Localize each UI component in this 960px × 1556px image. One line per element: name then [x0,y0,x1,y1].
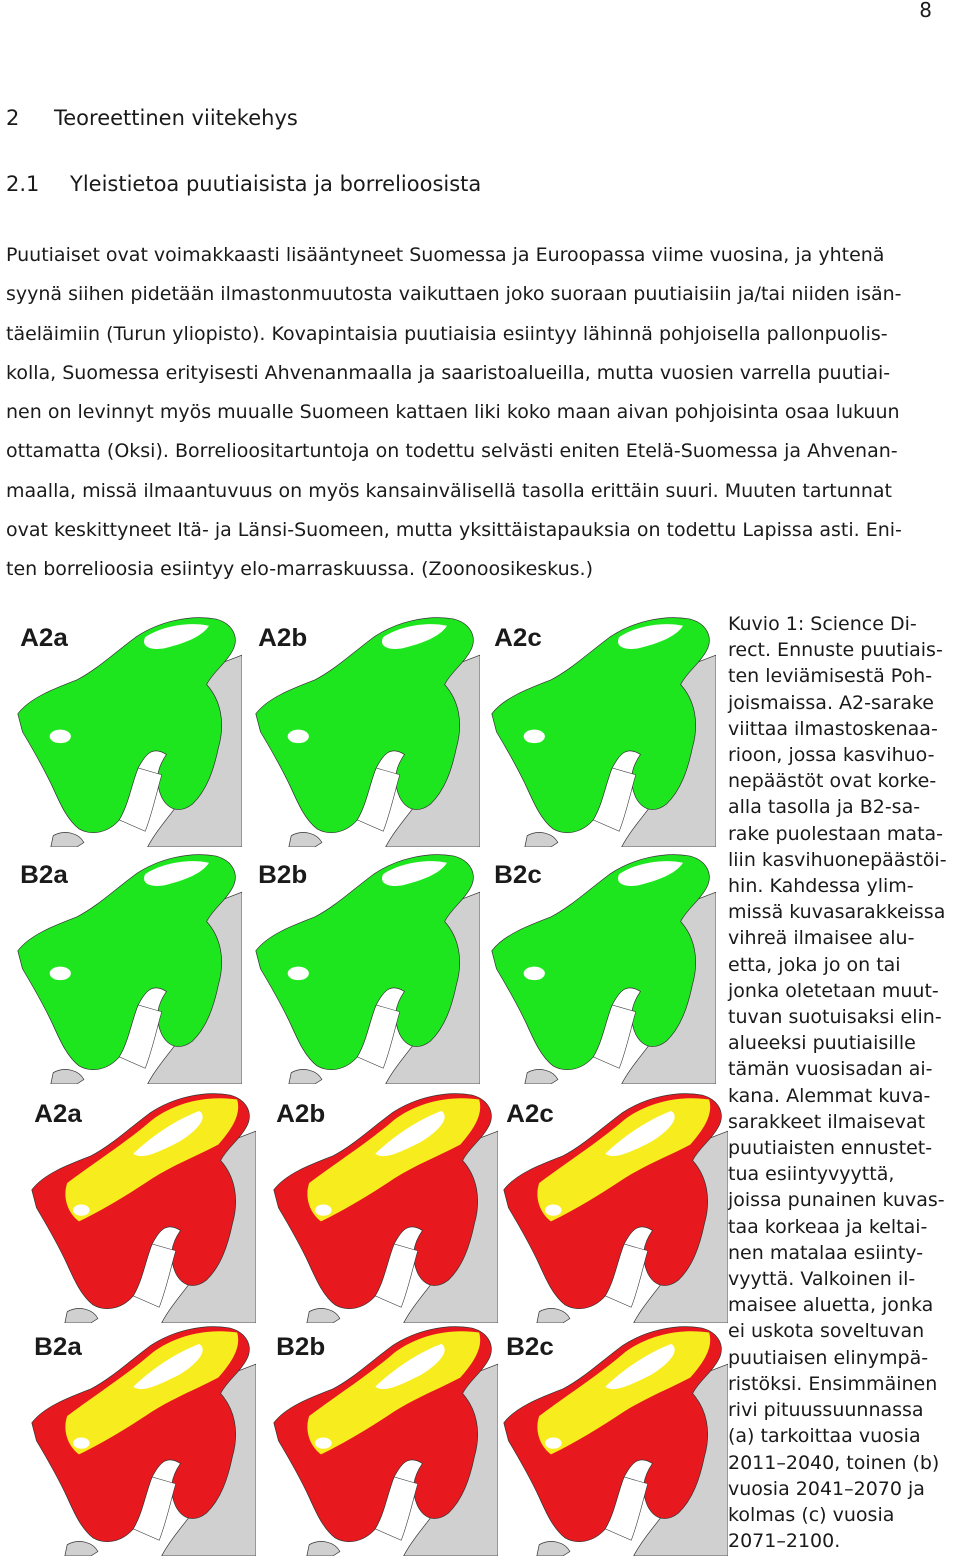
unsuitable-area [73,1438,90,1449]
caption-line: nepäästöt ovat korke- [728,770,937,793]
heading-section-title: Yleistietoa puutiaisista ja borrelioosista [70,172,482,196]
caption-line: ei uskota soveltuvan [728,1320,925,1343]
unsuitable-area [315,1205,332,1216]
unsuitable-area [315,1438,332,1449]
unsuitable-area [73,1205,90,1216]
unsuitable-area [288,967,309,981]
denmark-land [307,1541,340,1556]
paragraph-line: ovat keskittyneet Itä- ja Länsi-Suomeen, mutta yksittäistapauksia on todettu Lapissa asti. Eni- [6,519,902,542]
heading-chapter-number: 2 [6,106,20,130]
paragraph-line: maalla, missä ilmaantuvuus on myös kansainvälisellä tasolla erittäin suuri. Muuten tartunnat [6,479,892,502]
map-label: B2b [258,861,308,889]
caption-line: kolmas (c) vuosia [728,1503,895,1526]
map-label: A2b [276,1100,326,1128]
caption-line: missä kuvasarakkeissa [728,901,946,924]
heading-chapter-title: Teoreettinen viitekehys [54,106,298,130]
map-b2c-occurrence [492,1319,728,1556]
heading-chapter [6,106,298,130]
caption-line: (a) tarkoittaa vuosia [728,1425,921,1448]
heading-section [6,172,481,196]
map-label: B2c [494,861,542,889]
caption-line: joissa punainen kuvas- [728,1189,945,1212]
caption-line: vyyttä. Valkoinen il- [728,1268,916,1291]
paragraph-line: ottamatta (Oksi). Borrelioositartuntoja on todettu selvästi eniten Etelä-Suomessa ja Ahvenan- [6,440,898,463]
map-a2a-occurrence [20,1086,256,1323]
unsuitable-area [50,730,71,744]
map-b2b-occurrence [262,1319,498,1556]
map-a2a-habitat [6,610,242,847]
denmark-land [537,1541,570,1556]
caption-line: tua esiintyvyyttä, [728,1163,895,1186]
map-label: A2a [34,1100,82,1128]
denmark-land [51,1069,84,1084]
caption-line: Kuvio 1: Science Di- [728,613,917,635]
map-b2a-occurrence [20,1319,256,1556]
caption-line: jonka oletetaan muut- [728,979,939,1002]
caption-line: rake puolestaan mata- [728,822,944,845]
caption-line: puutiaisten ennustet- [728,1137,933,1160]
paragraph-line: kolla, Suomessa erityisesti Ahvenanmaalla ja saaristoalueilla, mutta vuosien varrella puutiai- [6,361,891,384]
caption-line: alla tasolla ja B2-sa- [728,796,921,819]
caption-line: maisee aluetta, jonka [728,1294,934,1317]
caption-line: joismaissa. A2-sarake [728,691,934,714]
unsuitable-area [524,730,545,744]
caption-line: sarakkeet ilmaisevat [728,1110,926,1133]
map-a2b-occurrence [262,1086,498,1323]
map-label: A2c [506,1100,554,1128]
caption-line: nen matalaa esiinty- [728,1241,924,1264]
unsuitable-area [524,967,545,981]
caption-line: ristöksi. Ensimmäinen [728,1372,938,1395]
caption-line: vuosia 2041–2070 ja [728,1477,925,1500]
denmark-land [51,832,84,847]
map-a2c-habitat [480,610,716,847]
caption-line: liin kasvihuonepäästöi- [728,848,947,871]
denmark-land [289,832,322,847]
caption-line: viittaa ilmastoskenaa- [728,717,938,740]
caption-line: tuvan suotuisaksi elin- [728,1006,942,1029]
caption-line: rivi pituussuunnassa [728,1399,924,1422]
caption-line: hin. Kahdessa ylim- [728,875,914,898]
caption-line: ten leviämisestä Poh- [728,665,933,688]
paragraph-line: Puutiaiset ovat voimakkaasti lisääntyneet Suomessa ja Euroopassa viime vuosina, ja yhtenä [6,244,885,266]
unsuitable-area [288,730,309,744]
unsuitable-area [545,1438,562,1449]
unsuitable-area [545,1205,562,1216]
figure-caption [728,611,960,1554]
map-b2a-habitat [6,847,242,1084]
caption-line: 2071–2100. [728,1530,841,1553]
map-label: A2c [494,624,542,652]
caption-line: etta, joka jo on tai [728,953,901,976]
caption-line: kana. Alemmat kuva- [728,1084,931,1107]
map-label: B2a [20,861,68,889]
denmark-land [289,1069,322,1084]
map-b2b-habitat [244,847,480,1084]
caption-line: 2011–2040, toinen (b) [728,1451,940,1474]
caption-line: vihreä ilmaisee alu- [728,927,915,950]
caption-line: tämän vuosisadan ai- [728,1058,933,1081]
denmark-land [525,1069,558,1084]
caption-line: puutiaisen elinympä- [728,1346,929,1369]
caption-line: alueeksi puutiaisille [728,1032,916,1055]
caption-line: rioon, jossa kasvihuo- [728,744,935,767]
paragraph-line: syynä siihen pidetään ilmastonmuutosta vaikuttaen joko suoraan puutiaisiin ja/tai niiden isän- [6,283,902,306]
caption-line: rect. Ennuste puutiais- [728,639,943,662]
map-label: B2c [506,1333,554,1361]
map-label: A2a [20,624,68,652]
denmark-land [65,1541,98,1556]
map-label: A2b [258,624,308,652]
unsuitable-area [50,967,71,981]
paragraph-line: nen on levinnyt myös muualle Suomeen kattaen liki koko maan aivan pohjoisinta osaa lukuun [6,401,900,424]
denmark-land [525,832,558,847]
paragraph-line: ten borrelioosia esiintyy elo-marraskuussa. (Zoonoosikeskus.) [6,558,593,581]
map-b2c-habitat [480,847,716,1084]
page-number: 8 [919,0,932,22]
body-paragraph [6,236,958,590]
map-a2c-occurrence [492,1086,728,1323]
map-label: B2a [34,1333,82,1361]
map-a2b-habitat [244,610,480,847]
heading-section-number: 2.1 [6,172,40,196]
paragraph-line: täeläimiin (Turun yliopisto). Kovapintaisia puutiaisia esiintyy lähinnä pohjoisella pallonpuolis- [6,322,888,345]
map-label: B2b [276,1333,326,1361]
caption-line: taa korkeaa ja keltai- [728,1215,928,1238]
tick-distribution-map-grid [0,604,720,1552]
